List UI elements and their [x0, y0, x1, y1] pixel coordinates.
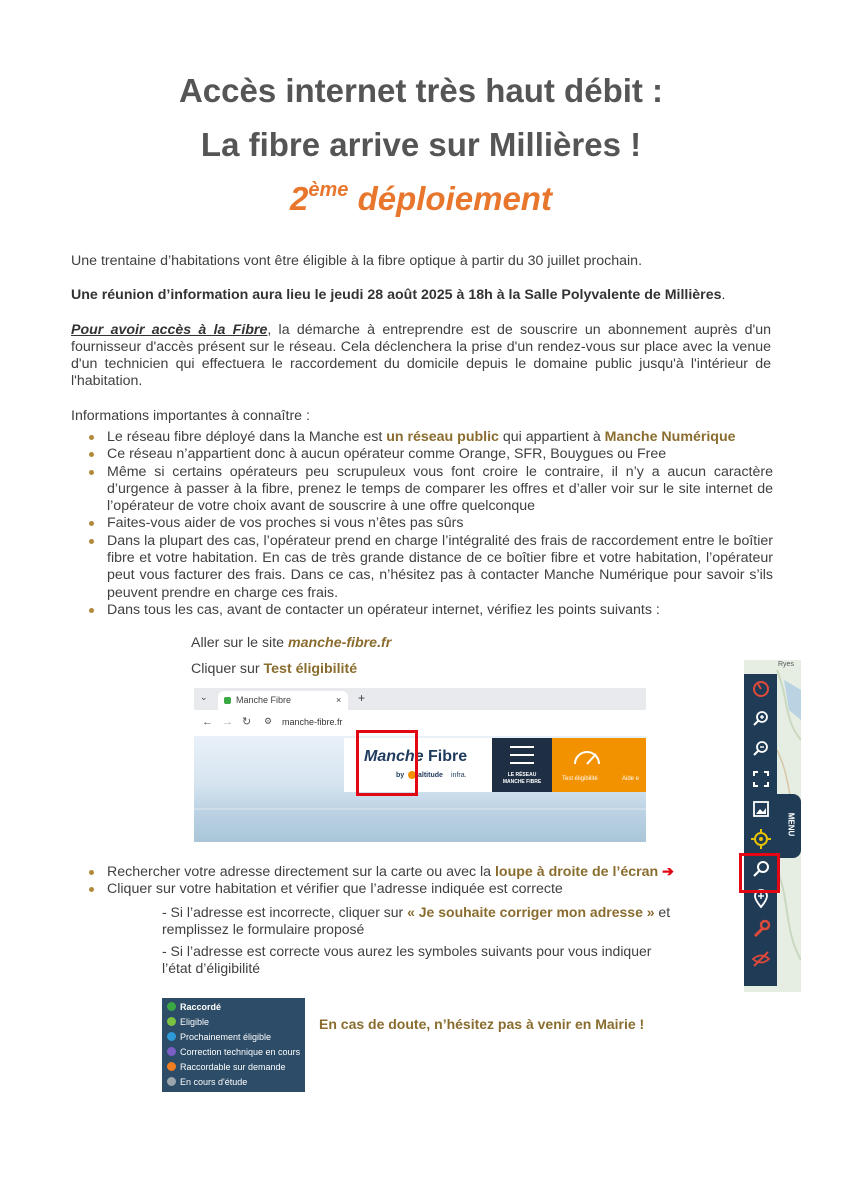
brand-infra: infra.: [451, 772, 467, 779]
page-title-line2: La fibre arrive sur Millières !: [200, 126, 642, 163]
b1-d: Manche Numérique: [604, 429, 736, 445]
legend-label: Prochainement éligible: [180, 1032, 272, 1042]
bullet-dot: [89, 539, 94, 544]
site-hero: [194, 736, 646, 842]
eligibility-legend: [162, 998, 305, 1092]
legend-label: Correction technique en cours: [180, 1047, 301, 1057]
menu-bar-icon: [510, 754, 534, 756]
list-item: [89, 464, 773, 516]
status-icon: [167, 1017, 176, 1026]
sub2-b: l’état d’éligibilité: [162, 960, 261, 976]
page-title-line1: Accès internet très haut débit :: [178, 72, 664, 109]
b5: Dans la plupart des cas, l’opérateur prend en charge l’intégralité des frais de raccordement entre le boîtier fibre et votre habitation. En cas de très grande distance de ce boîtier fibre et votre habitation, l’opérateur peut vous facturer des frais. Dans ce cas, n’hésitez pas à contacter Manche Numérique pour savoir s’ils peuvent prendre en charge ces frais.: [107, 532, 773, 601]
gauge-icon: [572, 744, 602, 768]
legend-item: [167, 1060, 286, 1074]
list-item: [89, 446, 773, 463]
step-website: [191, 635, 391, 651]
wrench-icon[interactable]: [748, 916, 774, 942]
fullscreen-icon[interactable]: [748, 766, 774, 792]
access-text: , la démarche à entreprendre est de souscrire un abonnement auprès d'un fournisseur d'accès présent sur le réseau. Cela déclenchera la prise d'un rendez-vous sur place avec la venue d'un technicien qui effectuera le raccordement du domicile depuis le domaine public jusqu'à l'intérieur de l'habitation.: [71, 322, 772, 389]
hide-layer-icon[interactable]: [748, 946, 774, 972]
zoom-in-icon[interactable]: [748, 706, 774, 732]
legend-item: [167, 1030, 271, 1044]
legend-item: [167, 1015, 209, 1029]
b1-a: Le réseau fibre déployé dans la Manche est: [107, 429, 387, 445]
bullet-dot: [89, 470, 94, 475]
legend-item: [167, 1075, 247, 1089]
list-item: [89, 515, 773, 532]
bullet-dot: [89, 887, 94, 892]
list-item: [89, 429, 773, 446]
status-icon: [167, 1077, 176, 1086]
favicon-icon: [224, 697, 231, 704]
help-label: Aide e: [622, 776, 640, 782]
tab-list-icon[interactable]: ⌄: [200, 692, 208, 702]
browser-screenshot: [194, 688, 646, 842]
subtitle-number: 2: [290, 180, 309, 217]
subtitle-text: déploiement: [348, 180, 552, 217]
b2: Ce réseau n’appartient donc à aucun opérateur comme Orange, SFR, Bouygues ou Free: [107, 446, 667, 463]
search-steps-list: [89, 864, 729, 899]
browser-tab[interactable]: [218, 691, 348, 710]
meeting-end: .: [721, 287, 726, 303]
horizon-line: [194, 808, 646, 810]
legend-label: Raccordable sur demande: [180, 1062, 286, 1072]
right-arrow-icon: ➔: [662, 864, 675, 880]
bullet-dot: [89, 608, 94, 613]
status-icon: [167, 1002, 176, 1011]
b3: Même si certains opérateurs peu scrupuleux vous font croire le contraire, il n’y a aucun caractère d’urgence à passer à la fibre, prenez le temps de comparer les offres et d’aller voir sur le site internet de l’opérateur de votre choix avant de souscrire à une offre quelconque: [107, 463, 773, 515]
step-test: [191, 661, 357, 677]
b4: Faites-vous aider de vos proches si vous n’êtes pas sûrs: [107, 515, 464, 532]
tab-close-icon[interactable]: ×: [336, 695, 342, 705]
new-tab-icon[interactable]: +: [358, 691, 366, 705]
legend-label: En cours d'étude: [180, 1077, 248, 1087]
test-eligibility-tile[interactable]: [552, 738, 646, 792]
c1-b: loupe à droite de l’écran: [494, 864, 659, 880]
zoom-out-icon[interactable]: [748, 736, 774, 762]
sub1-a: - Si l’adresse est incorrecte, cliquer sur: [162, 904, 408, 920]
correct-address-note: [162, 943, 727, 977]
browser-addressbar: [194, 710, 646, 737]
step-test-text: Cliquer sur: [191, 661, 264, 677]
map-menu-label: MENU: [786, 812, 796, 837]
bullet-dot: [89, 870, 94, 875]
bullet-dot: [89, 452, 94, 457]
forward-icon[interactable]: →: [222, 716, 233, 728]
c2: Cliquer sur votre habitation et vérifier que l’adresse indiquée est correcte: [107, 881, 563, 898]
menu-bar-icon: [510, 762, 534, 764]
sub1-d: remplissez le formulaire proposé: [162, 921, 365, 937]
list-item: [89, 533, 773, 602]
meeting-paragraph: [71, 287, 771, 304]
status-icon: [167, 1047, 176, 1056]
image-layer-icon[interactable]: [748, 796, 774, 822]
b6: Dans tous les cas, avant de contacter un opérateur internet, vérifiez les points suivants :: [107, 601, 660, 618]
map-toolbar: [744, 674, 777, 986]
nav-line1: LE RÉSEAU: [507, 772, 537, 778]
info-list: [89, 429, 773, 619]
brand-altitude: altitude: [418, 772, 443, 779]
test-eligibility-link[interactable]: Test éligibilité: [263, 661, 358, 677]
website-link[interactable]: manche-fibre.fr: [287, 635, 392, 651]
correct-address-link[interactable]: « Je souhaite corriger mon adresse »: [407, 904, 655, 920]
doubt-note: En cas de doute, n’hésitez pas à venir en Mairie !: [319, 1016, 645, 1032]
nav-line2: MANCHE FIBRE: [502, 779, 542, 785]
info-heading: Informations importantes à connaître :: [71, 408, 310, 424]
brand-by: by: [396, 772, 405, 779]
brand-name-a: Manche: [364, 748, 424, 765]
bullet-dot: [89, 435, 94, 440]
status-icon: [167, 1062, 176, 1071]
access-lead: Pour avoir accès à la Fibre: [71, 322, 268, 338]
list-item: [89, 602, 773, 619]
browser-tabbar: [194, 688, 646, 710]
nav-reseau-button[interactable]: [492, 738, 552, 792]
menu-bar-icon: [510, 746, 534, 748]
intro-paragraph: Une trentaine d’habitations vont être éligible à la fibre optique à partir du 30 juillet prochain.: [71, 253, 643, 269]
sub2-a: - Si l’adresse est correcte vous aurez les symboles suivants pour vous indiquer: [162, 943, 652, 959]
legend-item: [167, 1045, 300, 1059]
brand-name-b: Fibre: [428, 748, 468, 765]
b1-b: un réseau public: [386, 429, 499, 445]
url-field[interactable]: manche-fibre.fr: [282, 717, 343, 727]
list-item: [89, 864, 729, 881]
step-website-text: Aller sur le site: [191, 635, 288, 651]
meeting-text: Une réunion d’information aura lieu le jeudi 28 août 2025 à 18h à la Salle Polyvalente de Millières: [71, 287, 722, 303]
sub1-c: et: [654, 904, 671, 920]
b1-c: qui appartient à: [498, 429, 605, 445]
legend-label: Eligible: [180, 1017, 210, 1027]
map-menu-tab[interactable]: [777, 794, 801, 858]
site-info-icon[interactable]: ⚙: [264, 716, 273, 726]
list-item: [89, 881, 729, 898]
legend-item: [167, 1000, 221, 1014]
compass-icon[interactable]: [748, 676, 774, 702]
locate-icon[interactable]: [748, 826, 774, 852]
status-icon: [167, 1032, 176, 1041]
back-icon[interactable]: ←: [202, 716, 213, 728]
legend-label: Raccordé: [180, 1002, 222, 1012]
incorrect-address-note: [162, 904, 727, 938]
tab-title: Manche Fibre: [236, 695, 292, 705]
c1-a: Rechercher votre adresse directement sur la carte ou avec la: [107, 864, 495, 880]
reload-icon[interactable]: ↻: [242, 716, 252, 728]
page-subtitle: [0, 180, 842, 218]
map-place-label: Ryes: [778, 661, 794, 668]
bullet-dot: [89, 521, 94, 526]
highlight-box: [356, 730, 418, 796]
subtitle-superscript: ème: [308, 179, 349, 201]
test-eligibility-label: Test éligibilité: [562, 776, 598, 782]
search-highlight-box: [739, 853, 780, 893]
map-toolbar-screenshot: [744, 660, 801, 992]
access-paragraph: [71, 322, 771, 390]
